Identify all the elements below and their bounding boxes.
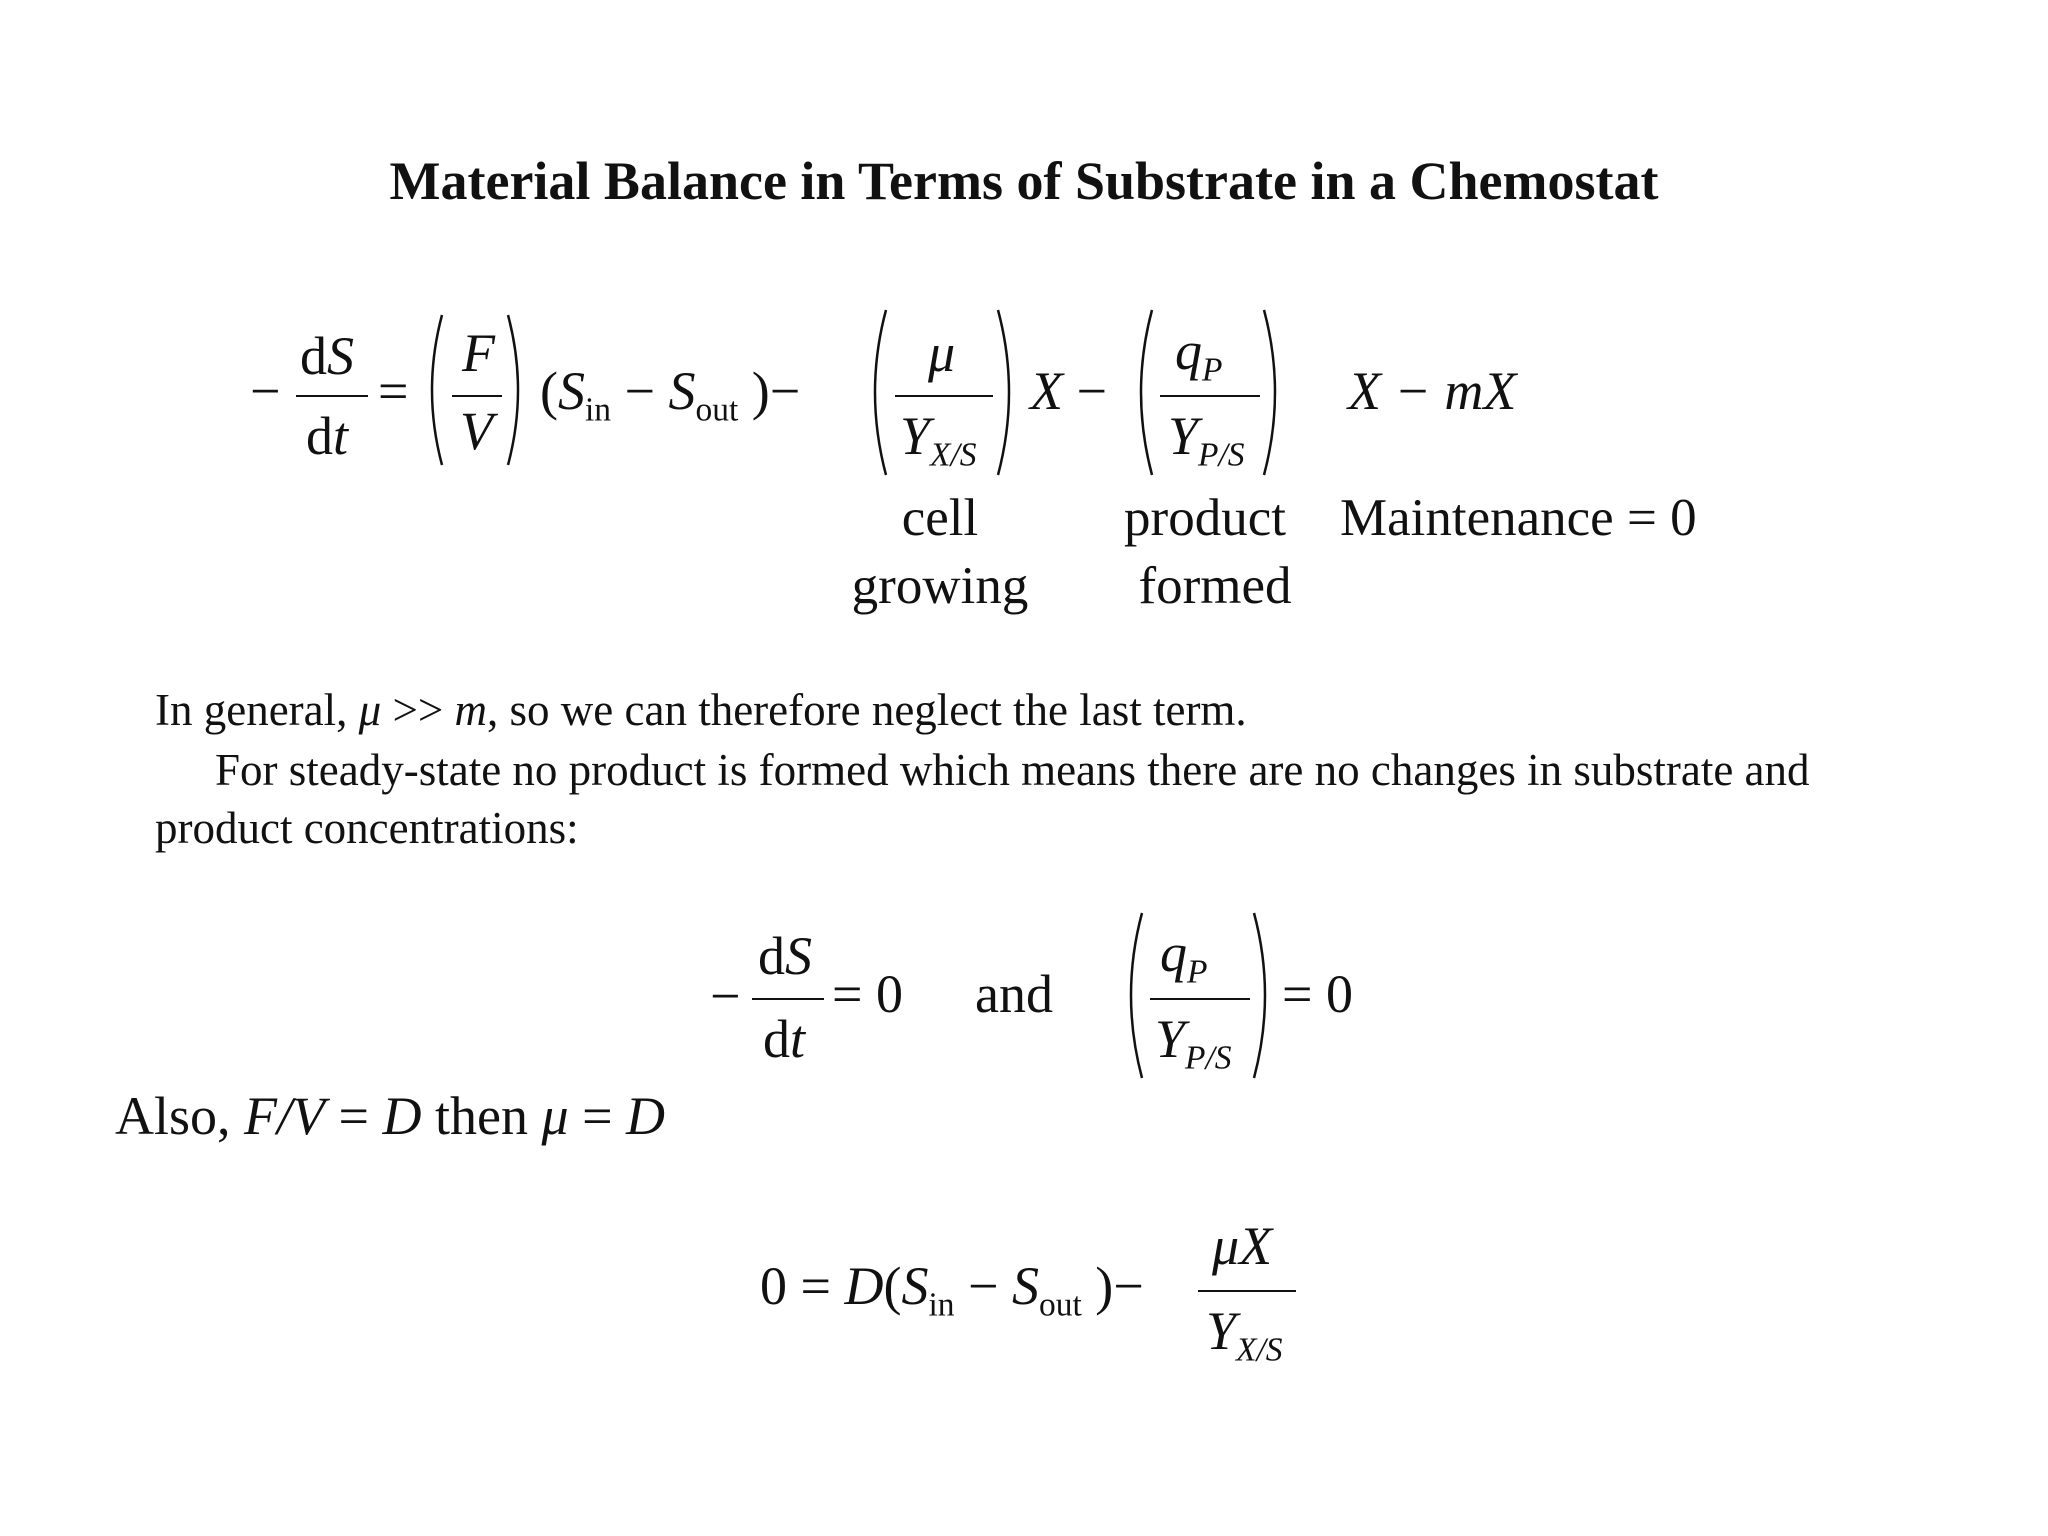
eq2-yps: $Y_{P/S}$ xyxy=(1155,1009,1232,1077)
eq2-ds-numerator: dS xyxy=(758,926,812,986)
eq1-yps: $Y_{P/S}$ xyxy=(1168,406,1245,474)
eq1-yxs: $Y_{X/S}$ xyxy=(900,406,977,474)
eq1-fraction-bar-qp-yps xyxy=(1160,395,1260,397)
label-growing: growing xyxy=(851,557,1029,615)
eq2-fraction-bar-dsdt xyxy=(752,998,824,1000)
eq3-lhs: $0 = D(S_{in} - S_{out}$ )− xyxy=(760,1256,1144,1324)
eq1-qp: $q_P$ xyxy=(1175,321,1223,389)
eq2-equals-zero-1: = 0 xyxy=(832,964,903,1024)
eq1-fraction-bar-fv xyxy=(452,395,502,397)
eq1-F: F xyxy=(462,323,495,383)
eq2-dt-denominator: dt xyxy=(763,1009,806,1069)
paragraph-line-2: For steady-state no product is formed which means there are no changes in substrate and xyxy=(215,745,1810,795)
label-cell: cell xyxy=(901,489,979,547)
eq2-minus-sign: − xyxy=(710,966,741,1026)
eq2-qp: $q_P$ xyxy=(1160,923,1208,991)
eq2-fraction-bar-qp-yps xyxy=(1150,998,1250,1000)
eq1-minus-sign: − xyxy=(250,361,281,421)
paragraph-line-3: product concentrations: xyxy=(155,803,579,853)
eq2-and: and xyxy=(975,964,1053,1024)
label-maintenance: Maintenance = 0 xyxy=(1340,489,1697,547)
eq1-substrate-diff: ($S_{in} - S_{out}$ )− xyxy=(540,361,801,429)
eq1-dt-denominator: dt xyxy=(306,406,349,466)
eq1-X-minus: X − xyxy=(1030,361,1107,421)
label-product: product xyxy=(1124,489,1286,547)
eq1-V: V xyxy=(460,401,493,461)
page-title: Material Balance in Terms of Substrate in a Chemostat xyxy=(389,151,1659,211)
eq2-equals-zero-2: = 0 xyxy=(1282,964,1353,1024)
eq1-ds-numerator: dS xyxy=(300,326,354,386)
eq3-fraction-bar-mux-yxs xyxy=(1198,1290,1296,1292)
eq3-mux: μX xyxy=(1212,1216,1273,1276)
eq1-fraction-bar-dsdt xyxy=(296,395,368,397)
eq1-mu: μ xyxy=(928,323,956,383)
label-formed: formed xyxy=(1138,557,1292,615)
eq1-fraction-bar-mu-yxs xyxy=(895,395,993,397)
paragraph-line-1: In general, μ >> m, so we can therefore neglect the last term. xyxy=(155,685,1247,735)
also-line: Also, F/V = D then μ = D xyxy=(115,1086,666,1146)
eq1-equals: = xyxy=(378,361,409,421)
eq3-yxs: $Y_{X/S}$ xyxy=(1206,1301,1283,1369)
eq1-x-minus-mx: X − mX xyxy=(1348,361,1517,421)
